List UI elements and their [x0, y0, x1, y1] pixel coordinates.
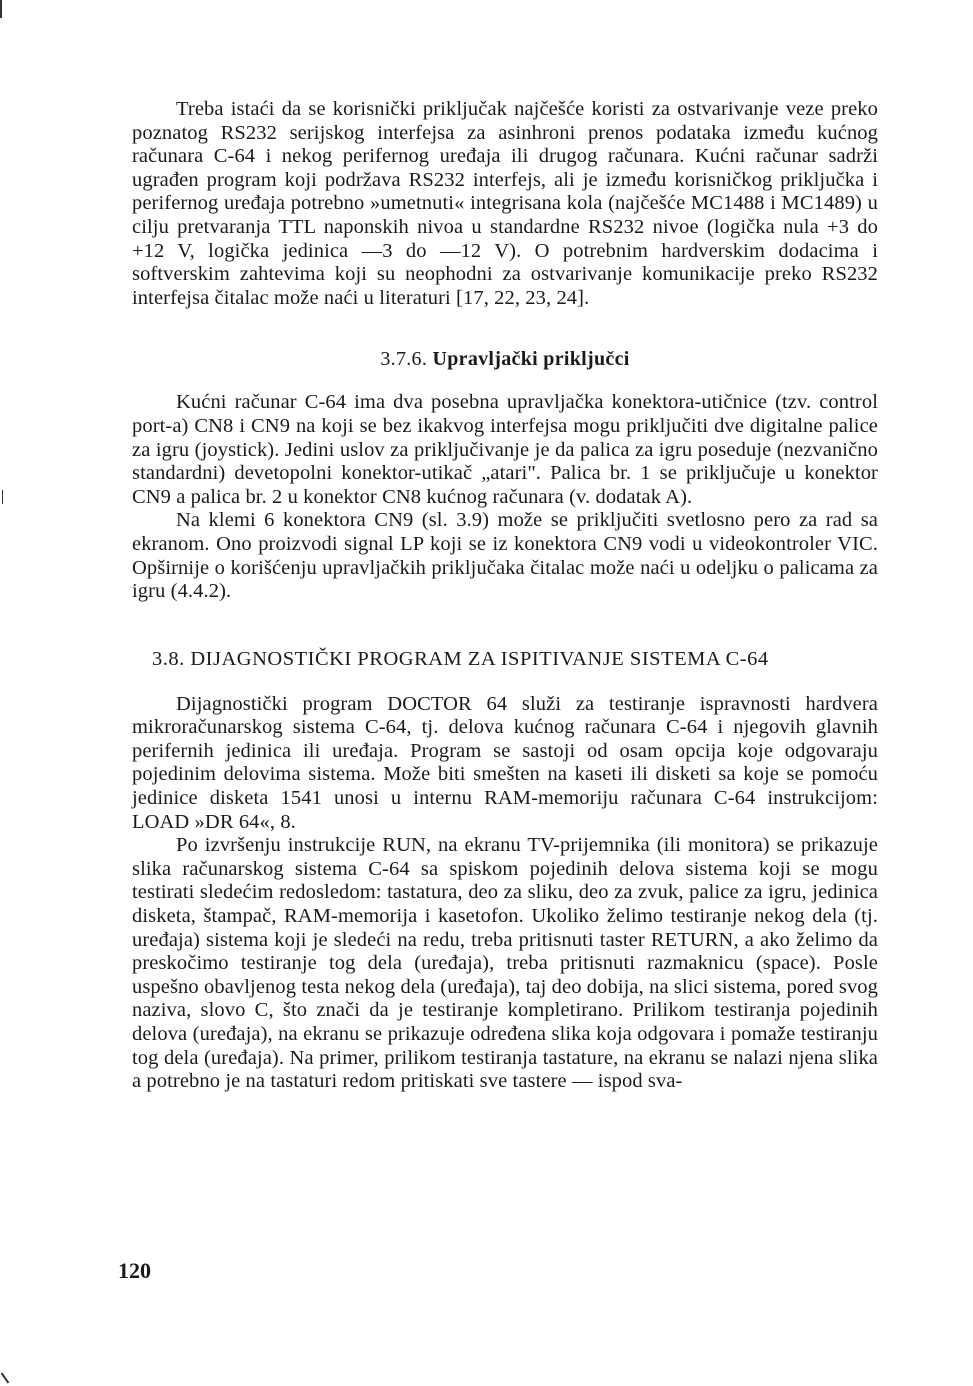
scan-edge-mark-bottom	[1, 1373, 10, 1384]
paragraph-control-ports: Kućni računar C-64 ima dva posebna upravljačka konektora-utičnice (tzv. control port-a) CN8 i CN9 na koji se bez ikakvog interfejsa mogu priključiti dve digitalne palice za igru (joystick). Jedini uslov za priključivanje je da palica za igru poseduje (nezvanično standardni) devetopolni konektor-utikač „atari". Palica br. 1 se priključuje u konektor CN9 a palica br. 2 u konektor CN8 kućnog računara (v. dodatak A).	[132, 391, 878, 508]
paragraph-doctor64: Dijagnostički program DOCTOR 64 služi za testiranje ispravnosti hardvera mikroračunarskog sistema C-64, tj. delova kućnog računara C-64 i njegovih glavnih perifernih jedinica ili uređaja. Program se sastoji od osam opcija koje odgovaraju pojedinim delovima sistema. Može biti smešten na kaseti ili disketi sa koje se pomoću jedinice disketa 1541 unosi u internu RAM-memoriju računara C-64 instrukcijom: LOAD »DR 64«, 8.	[132, 692, 878, 833]
paragraph-light-pen: Na klemi 6 konektora CN9 (sl. 3.9) može se priključiti svetlosno pero za rad sa ekranom. Ono proizvodi signal LP koji se iz konektora CN9 vodi u videokontroler VIC. Opširnije o korišćenju upravljačkih priključaka čitalac može naći u odeljku o palicama za igru (4.4.2).	[132, 509, 878, 603]
section-heading: 3.8. DIJAGNOSTIČKI PROGRAM ZA ISPITIVANJE SISTEMA C-64	[152, 647, 769, 670]
page-number: 120	[118, 1258, 151, 1283]
subsection-title: Upravljački priključci	[432, 348, 630, 371]
subsection-number: 3.7.6.	[380, 348, 428, 371]
scan-edge-mark-middle	[2, 490, 3, 504]
page-body	[132, 98, 878, 1094]
paragraph-run-instructions: Po izvršenju instrukcije RUN, na ekranu TV-prijemnika (ili monitora) se prikazuje slika računarskog sistema C-64 sa spiskom pojedinih delova sistema koji se mogu testirati sledećim redosledom: tastatura, deo za sliku, deo za zvuk, palice za igru, jedinica disketa, štampač, RAM-memorija i kasetofon. Ukoliko želimo testiranje nekog dela (tj. uređaja) sistema koji je sledeći na redu, treba pritisnuti taster RETURN, a ako želimo da preskočimo testiranje tog dela (uređaja), treba pritisnuti razmaknicu (space). Posle uspešno obavljenog testa nekog dela (uređaja), taj deo dobija, na slici sistema, pored svog naziva, slovo C, što znači da je testiranje kompletirano. Prilikom testiranja pojedinih delova (uređaja), na ekranu se prikazuje određena slika koja odgovara i pomaže testiranju tog dela (uređaja). Na primer, prilikom testiranja tastature, na ekranu se nalazi njena slika a potrebno je na tastaturi redom pritiskati sve tastere — ispod sva-	[132, 834, 878, 1093]
subsection-heading	[132, 348, 878, 371]
scan-edge-mark-top	[0, 0, 2, 18]
paragraph-rs232: Treba istaći da se korisnički priključak najčešće koristi za ostvarivanje veze preko poznatog RS232 serijskog interfejsa za asinhroni prenos podataka između kućnog računara C-64 i nekog perifernog uređaja ili drugog računara. Kućni računar sadrži ugrađen program koji podržava RS232 interfejs, ali je između korisničkog priključka i perifernog uređaja potrebno »umetnuti« integrisana kola (najčešće MC1488 i MC1489) u cilju pretvaranja TTL naponskih nivoa u standardne RS232 nivoe (logička nula +3 do +12 V, logička jedinica —3 do —12 V). O potrebnim hardverskim dodacima i softverskim zahtevima koji su neophodni za ostvarivanje komunikacije preko RS232 interfejsa čitalac može naći u literaturi [17, 22, 23, 24].	[132, 98, 878, 309]
